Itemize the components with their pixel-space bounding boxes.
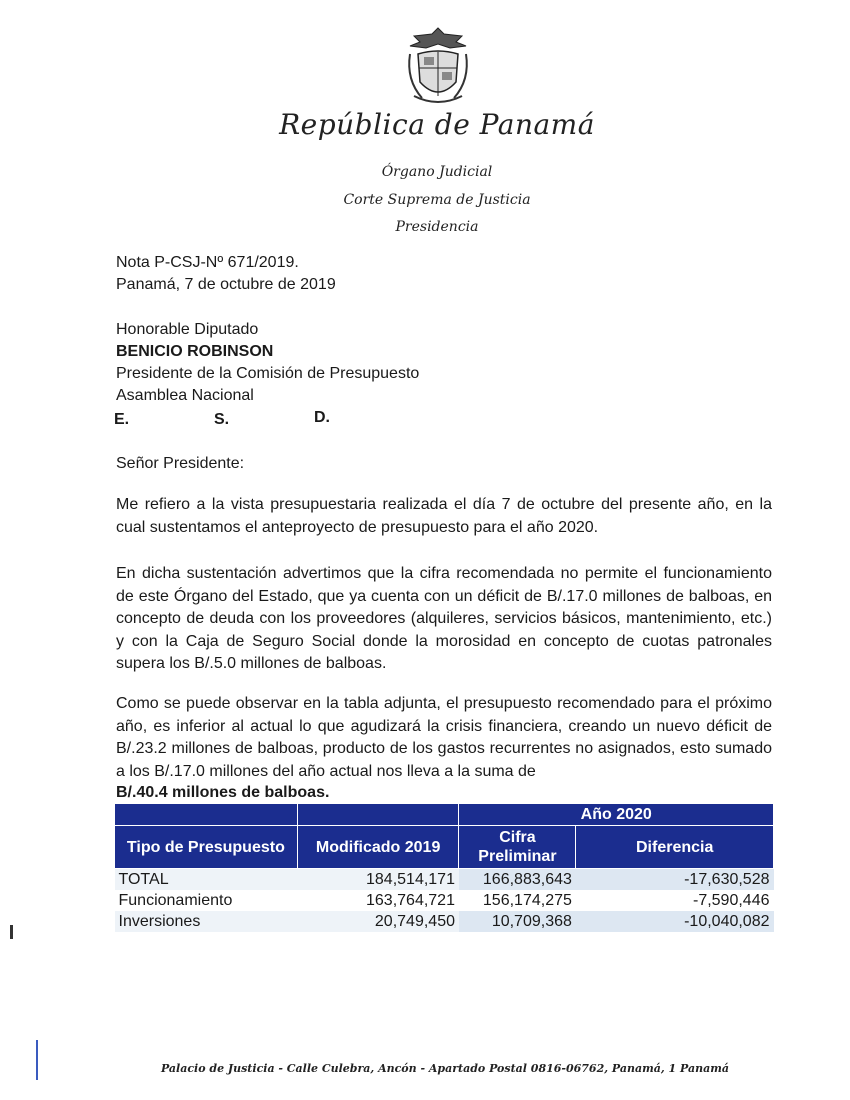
table-row	[115, 911, 774, 932]
table-cell: -17,630,528	[576, 869, 774, 891]
column-header: Tipo de Presupuesto	[115, 826, 298, 869]
table-header-row	[115, 826, 774, 869]
budget-table	[114, 803, 774, 932]
header-organ: Órgano Judicial	[381, 164, 493, 180]
table-cell: TOTAL	[115, 869, 298, 891]
emphasis-total: B/.40.4 millones de balboas.	[116, 784, 330, 801]
footer-address: Palacio de Justicia - Calle Culebra, Ancón - Apartado Postal 0816-06762, Panamá, 1 Panamá	[160, 1062, 730, 1075]
table-cell: 163,764,721	[366, 891, 455, 909]
esd-s: S.	[214, 411, 230, 428]
table-row	[115, 890, 774, 911]
table-group-header-row	[115, 804, 774, 826]
esd-e: E.	[114, 411, 130, 428]
table-cell: -10,040,082	[576, 911, 774, 932]
table-header-blank	[115, 804, 298, 826]
header-office: Presidencia	[395, 219, 479, 235]
table-cell: 10,709,368	[459, 911, 576, 932]
column-header: Cifra Preliminar	[459, 826, 576, 869]
note-number: Nota P-CSJ-Nº 671/2019.	[116, 254, 299, 271]
table-row	[115, 869, 774, 891]
greeting: Señor Presidente:	[116, 455, 245, 472]
recipient-institution: Asamblea Nacional	[116, 387, 254, 404]
table-cell: 156,174,275	[482, 891, 572, 909]
table-cell: Funcionamiento	[118, 891, 233, 909]
paragraph-1: Me refiero a la vista presupuestaria realizada el día 7 de octubre del presente año, en la cual sustentamos el anteproyecto de presupuesto para el año 2020.	[116, 496, 772, 536]
table-cell: 184,514,171	[297, 869, 459, 891]
header-court: Corte Suprema de Justicia	[343, 192, 531, 208]
paragraph-2: En dicha sustentación advertimos que la cifra recomendada no permite el funcionamiento de este Órgano del Estado, que ya cuenta con un déficit de B/.17.0 millones de balboas, en concepto de deuda con los proveedores (alquileres, servicios básicos, mantenimiento, etc.) y con la Caja de Seguro Social donde la morosidad en concepto de cuotas patronales supera los B/.5.0 millones de balboas.	[116, 565, 772, 672]
recipient-title: Honorable Diputado	[116, 321, 259, 338]
table-header-blank	[297, 804, 459, 826]
table-cell: 20,749,450	[297, 911, 459, 932]
esd-d: D.	[314, 409, 330, 426]
place-date: Panamá, 7 de octubre de 2019	[116, 276, 336, 293]
recipient-position: Presidente de la Comisión de Presupuesto	[116, 365, 420, 382]
table-group-header: Año 2020	[459, 804, 774, 826]
scan-artifact	[10, 925, 13, 939]
header-title: República de Panamá	[279, 108, 595, 141]
table-cell: 166,883,643	[459, 869, 576, 891]
recipient-name: BENICIO ROBINSON	[116, 343, 274, 360]
column-header: Modificado 2019	[297, 826, 459, 869]
paragraph-3: Como se puede observar en la tabla adjunta, el presupuesto recomendado para el próximo año, es inferior al actual lo que agudizará la crisis financiera, creando un nuevo déficit de B/.23.2 millones de balboas, producto de los gastos recurrentes no asignados, esto sumado a los B/.17.0 millones del año actual nos lleva a la suma de	[116, 695, 772, 780]
column-header: Diferencia	[576, 826, 774, 869]
coat-of-arms-icon	[404, 24, 472, 110]
table-cell: Inversiones	[115, 911, 298, 932]
table-cell: -7,590,446	[692, 891, 770, 909]
